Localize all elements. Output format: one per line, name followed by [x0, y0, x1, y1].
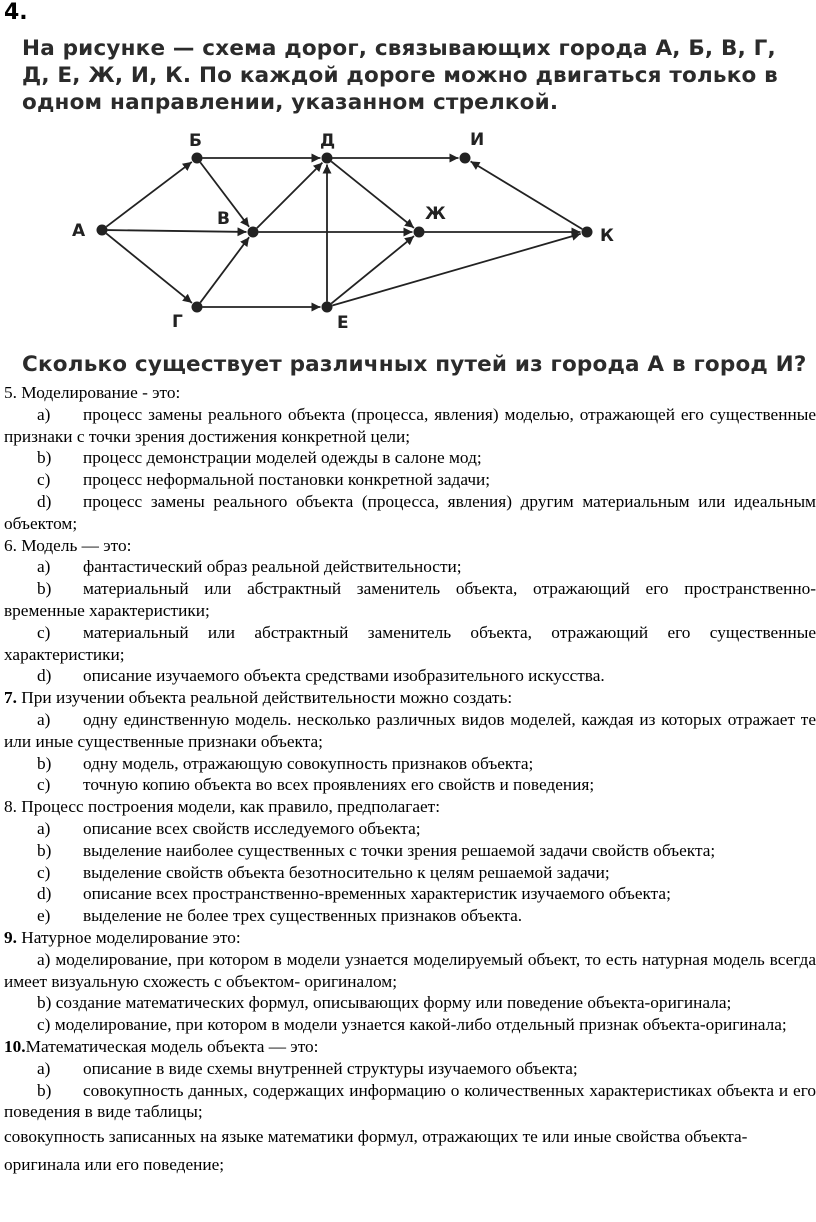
q8-option-e-text: выделение не более трех существенных признаков объекта.: [83, 906, 523, 926]
road-e-k: [332, 234, 580, 306]
q7-option-b-text: одну модель, отражающую совокупность признаков объекта;: [83, 753, 534, 773]
task-intro-line-3: одном направлении, указанном стрелкой.: [22, 90, 559, 115]
q8-option-b-label: b): [37, 840, 52, 860]
city-label-e: Е: [337, 313, 349, 333]
road-graph: [0, 0, 816, 380]
q9-option-c: [4, 1014, 816, 1036]
q6-option-c-text: материальный или абстрактный заменитель объекта, отражающий его существенные характеристики;: [4, 622, 816, 664]
q10-option-a-text: описание в виде схемы внутренней структуры изучаемого объекта;: [83, 1058, 578, 1078]
q6-option-c-label: c): [37, 622, 51, 642]
q9-option-c-text: моделирование, при котором в модели узнается какой-либо отдельный признак объекта-оригинала;: [54, 1015, 787, 1035]
city-label-zh: Ж: [425, 204, 446, 224]
city-node-g: [192, 302, 203, 313]
q6-option-a-label: a): [37, 557, 51, 577]
q8-option-a-label: a): [37, 818, 51, 838]
q9-title: [4, 927, 816, 949]
city-label-b: Б: [189, 131, 202, 151]
road-a-b: [106, 162, 191, 227]
city-node-k: [582, 227, 593, 238]
q5-option-d: [4, 491, 816, 535]
city-label-d: Д: [320, 131, 336, 151]
city-node-v: [248, 227, 259, 238]
q7-option-a-label: a): [37, 709, 51, 729]
city-node-e: [322, 302, 333, 313]
city-node-a: [97, 225, 108, 236]
q6-option-a: [4, 556, 816, 578]
q7-option-a-text: одну единственную модель. несколько различных видов моделей, каждая из которых отражает те или иные существенные признаки объекта;: [4, 709, 816, 751]
q9-option-a-text: моделирование, при котором в модели узнается моделируемый объект, то есть натурная модель всегда имеет визуальную схожесть с объектом- оригиналом;: [4, 949, 816, 991]
q7-title-text: При изучении объекта реальной действительности можно создать:: [16, 688, 513, 708]
q8-title: 8. Процесс построения модели, как правило, предполагает:: [4, 797, 441, 817]
q8-option-b: [4, 840, 816, 862]
q8-option-d-label: d): [37, 884, 52, 904]
q5-option-d-text: процесс замены реального объекта (процесса, явления) другим материальным или идеальным объектом;: [4, 491, 816, 533]
q7-option-a: [4, 709, 816, 753]
task-question: Сколько существует различных путей из города А в город И?: [22, 352, 807, 377]
task-number: 4.: [4, 0, 28, 25]
q10-option-a-label: a): [37, 1058, 51, 1078]
test-questions: [4, 382, 816, 1179]
q9-title-text: Натурное моделирование это:: [16, 927, 241, 947]
q6-option-d: [4, 665, 816, 687]
road-d-zh: [331, 161, 414, 227]
q6-option-a-text: фантастический образ реальной действительности;: [83, 557, 462, 577]
q5-option-a-text: процесс замены реального объекта (процесса, явления) моделью, отражающей его существенные признаки с точки зрения достижения конкретной цели;: [4, 404, 816, 446]
q7-option-c-label: c): [37, 775, 51, 795]
q9-option-c-label: c): [37, 1015, 51, 1035]
q6-option-b-text: материальный или абстрактный заменитель объекта, отражающий его пространственно-временные характеристики;: [4, 579, 816, 620]
q10-option-a: [4, 1058, 816, 1080]
city-label-v: В: [217, 209, 230, 229]
q6-option-d-text: описание изучаемого объекта средствами изобразительного искусства.: [83, 666, 605, 686]
q9-option-b: [4, 992, 816, 1014]
q8-option-e-label: e): [37, 906, 51, 926]
q9-option-a-label: a): [37, 949, 51, 969]
q8-option-c: [4, 862, 816, 884]
q10-title: [4, 1036, 816, 1058]
city-node-b: [192, 153, 203, 164]
q5-title: 5. Моделирование - это:: [4, 383, 181, 402]
q9-option-a: [4, 949, 816, 993]
road-k-i: [471, 161, 583, 229]
q6-option-c: [4, 622, 816, 666]
q6-option-b: [4, 578, 816, 622]
city-label-k: К: [600, 226, 614, 246]
city-label-i: И: [470, 130, 485, 150]
q8-option-e: [4, 905, 816, 927]
q5-option-c: [4, 469, 816, 491]
q6-option-b-label: b): [37, 579, 52, 599]
q10-number: 10.: [4, 1036, 26, 1056]
q8-option-d-text: описание всех пространственно-временных характеристик изучаемого объекта;: [83, 884, 671, 904]
q5-option-d-label: d): [37, 491, 52, 511]
q10-option-b-text: совокупность данных, содержащих информацию о количественных характеристиках объекта и его поведения в виде таблицы;: [4, 1080, 816, 1122]
q6-title: 6. Модель — это:: [4, 535, 132, 555]
q8-option-b-text: выделение наиболее существенных с точки зрения решаемой задачи свойств объекта;: [83, 840, 716, 860]
q7-option-c: [4, 774, 816, 796]
q5-option-b: [4, 447, 816, 469]
road-g-v: [200, 237, 249, 302]
q7-option-c-text: точную копию объекта во всех проявлениях его свойств и поведения;: [83, 775, 595, 795]
city-label-g: Г: [172, 312, 183, 332]
q5-option-a-label: a): [37, 404, 51, 424]
q5-option-a: [4, 404, 816, 448]
q8-option-a-text: описание всех свойств исследуемого объекта;: [83, 818, 421, 838]
q7-number: 7.: [4, 688, 17, 708]
road-v-d: [257, 163, 323, 229]
q7-option-b-label: b): [37, 753, 52, 773]
q10-option-b: [4, 1080, 816, 1124]
q5-option-c-label: c): [37, 470, 51, 490]
road-a-v: [107, 230, 246, 232]
city-node-zh: [414, 227, 425, 238]
q9-option-b-text: создание математических формул, описывающих форму или поведение объекта-оригинала;: [55, 993, 732, 1013]
road-a-g: [106, 233, 192, 302]
city-node-d: [322, 153, 333, 164]
q7-option-b: [4, 753, 816, 775]
city-node-i: [460, 153, 471, 164]
q10-title-text: Математическая модель объекта — это:: [25, 1036, 319, 1056]
q6-option-d-label: d): [37, 666, 52, 686]
task-intro-line-2: Д, Е, Ж, И, К. По каждой дороге можно двигаться только в: [22, 63, 778, 88]
q7-title: [4, 687, 816, 709]
q5-option-b-label: b): [37, 448, 52, 468]
q5-option-b-text: процесс демонстрации моделей одежды в салоне мод;: [83, 448, 482, 468]
q8-option-a: [4, 818, 816, 840]
q8-option-c-label: c): [37, 862, 51, 882]
task-intro-line-1: На рисунке — схема дорог, связывающих города А, Б, В, Г,: [22, 36, 776, 61]
q8-option-c-text: выделение свойств объекта безотносительно к целям решаемой задачи;: [83, 862, 610, 882]
city-label-a: А: [72, 221, 86, 241]
q10-option-b-label: b): [37, 1080, 52, 1100]
q8-option-d: [4, 883, 816, 905]
q9-number: 9.: [4, 927, 17, 947]
q5-option-c-text: процесс неформальной постановки конкретной задачи;: [83, 470, 491, 490]
q10-trailing-option: совокупность записанных на языке математики формул, отражающих те или иные свойства объекта-оригинала или его поведение;: [4, 1127, 748, 1175]
q9-option-b-label: b): [37, 993, 52, 1013]
